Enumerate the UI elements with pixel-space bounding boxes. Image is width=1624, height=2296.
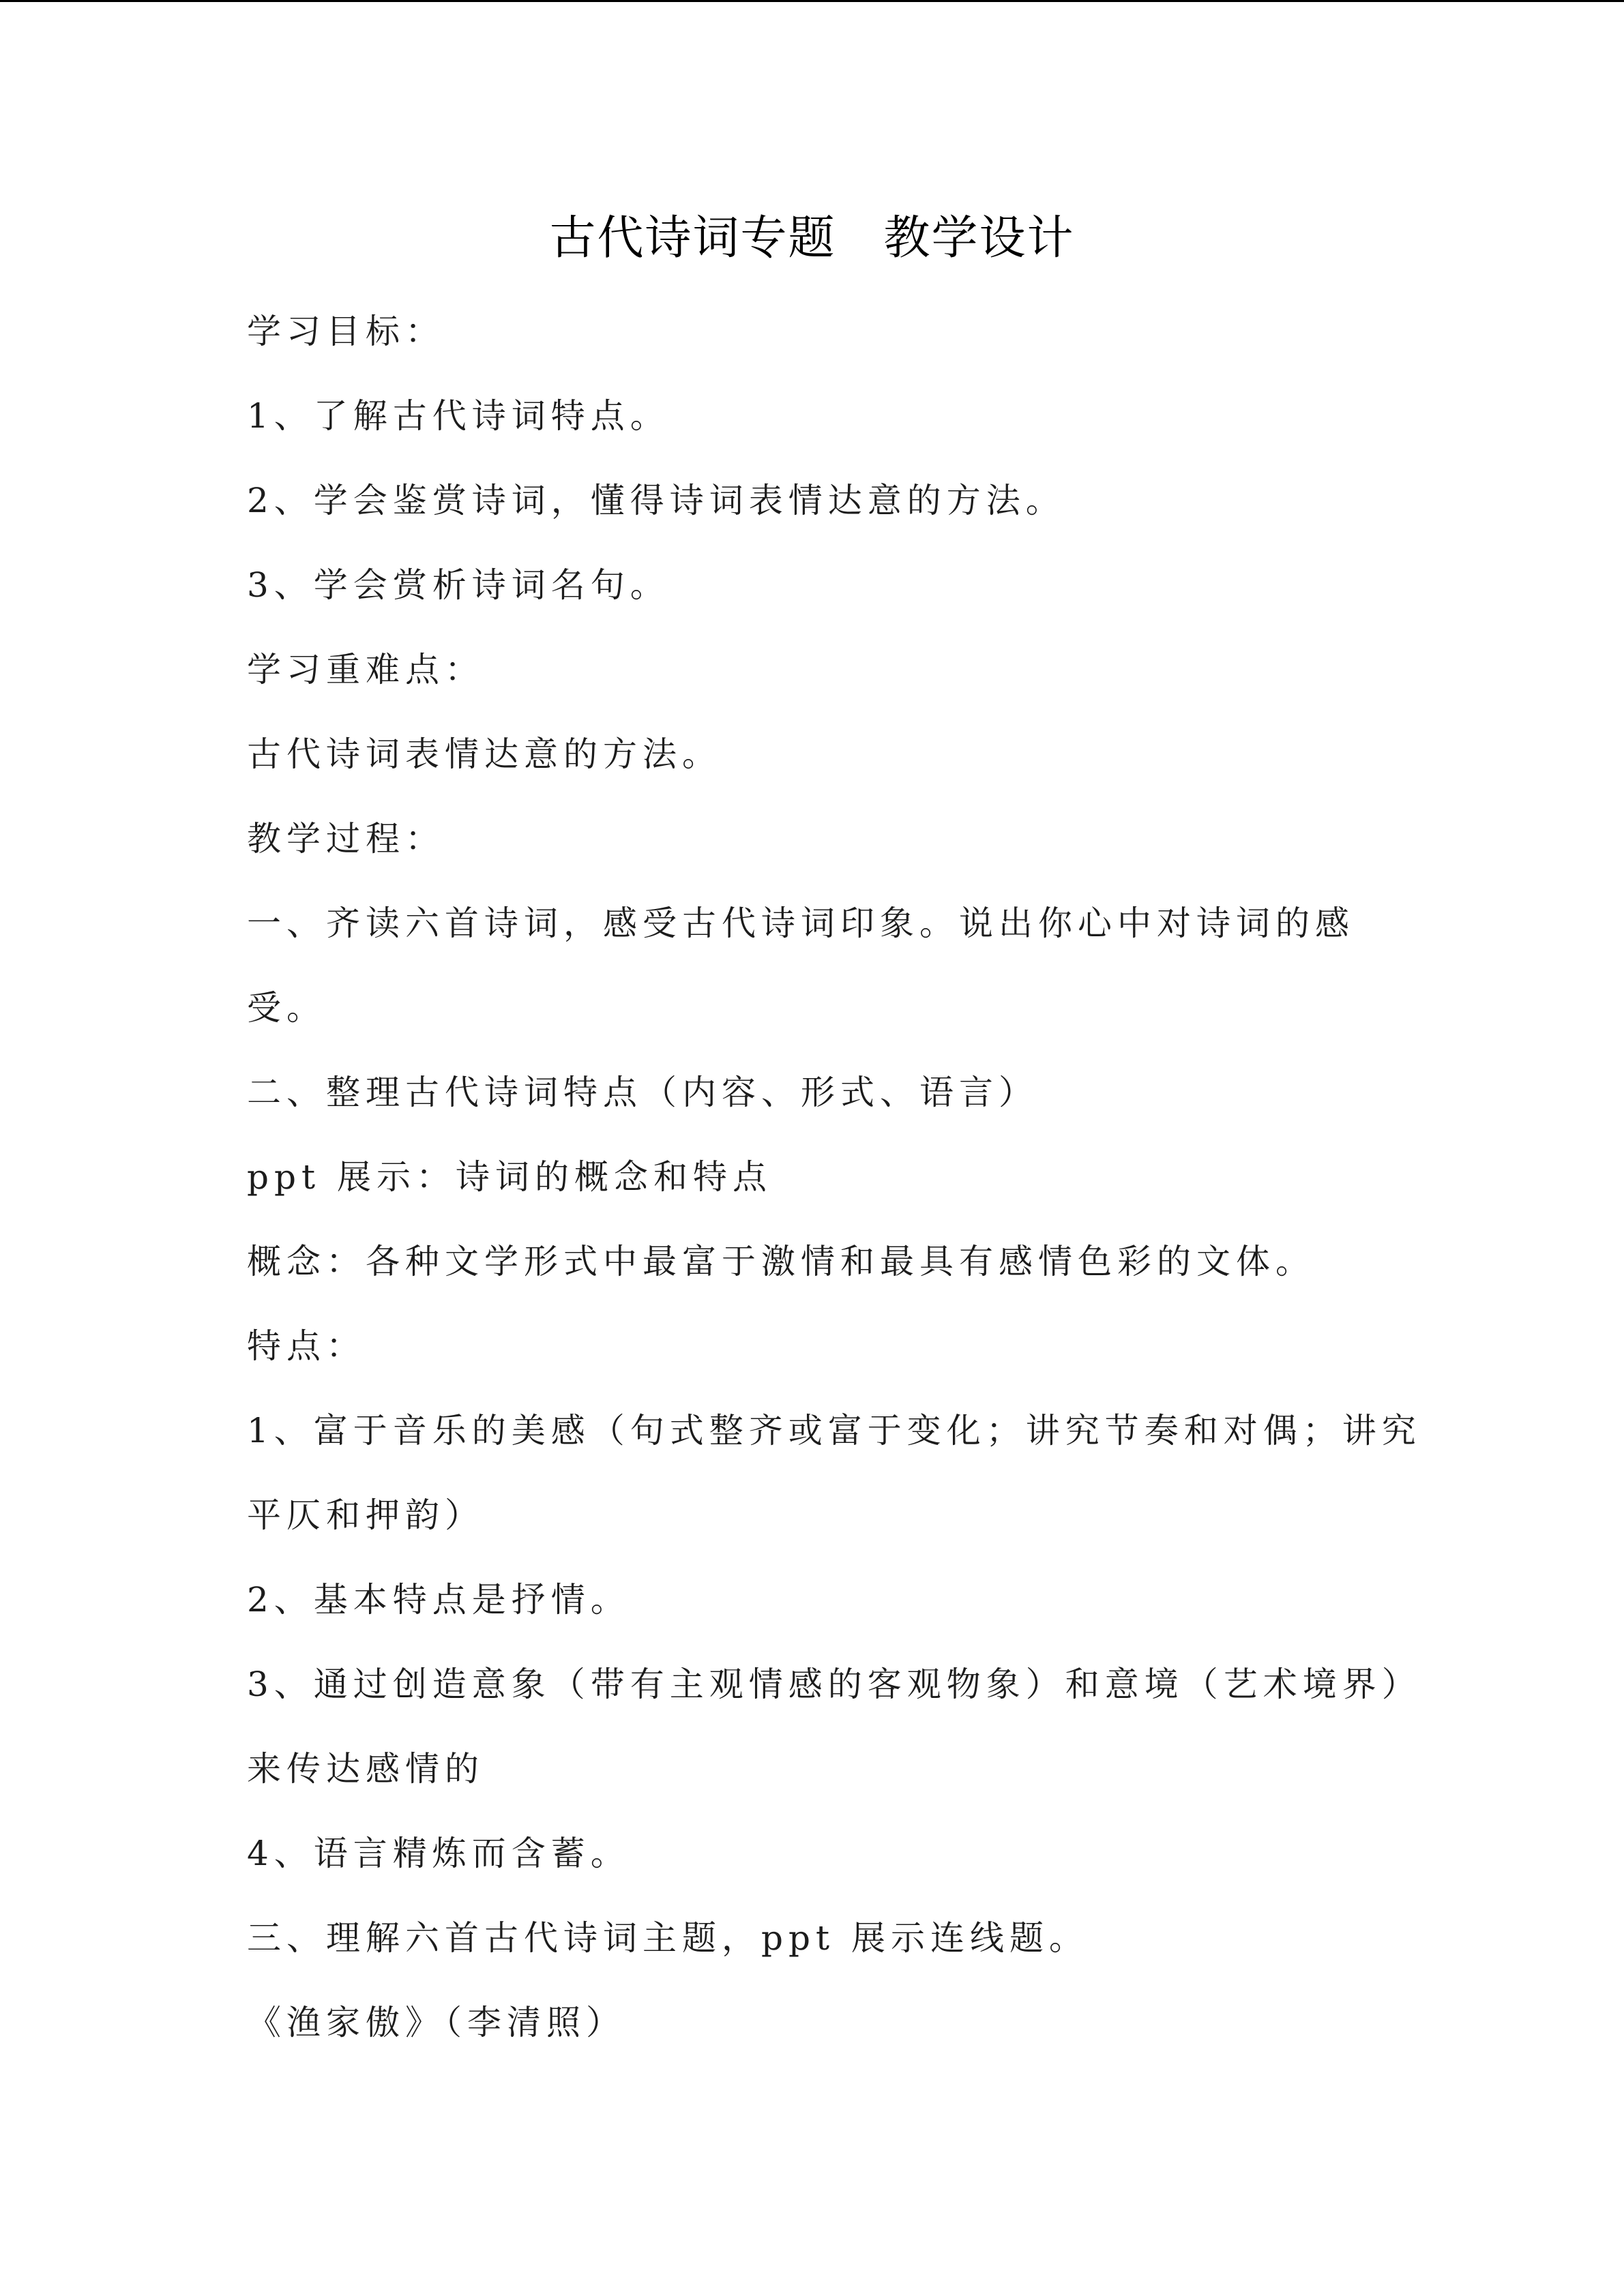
process-step-3: 三、理解六首古代诗词主题，ppt 展示连线题。 <box>247 1918 1089 1958</box>
objective-item-2: 2、学会鉴赏诗词，懂得诗词表情达意的方法。 <box>247 481 1065 520</box>
feature-item-3-continued: 来传达感情的 <box>247 1749 484 1789</box>
section-heading-objectives: 学习目标： <box>247 312 445 351</box>
document-title: 古代诗词专题 教学设计 <box>549 211 1075 265</box>
objective-item-1: 1、了解古代诗词特点。 <box>247 396 670 436</box>
process-step-2: 二、整理古代诗词特点（内容、形式、语言） <box>247 1073 1038 1112</box>
section-heading-process: 教学过程： <box>247 819 445 859</box>
feature-item-3: 3、通过创造意象（带有主观情感的客观物象）和意境（艺术境界） <box>247 1665 1421 1704</box>
objective-item-3: 3、学会赏析诗词名句。 <box>247 565 670 605</box>
feature-item-1-continued: 平仄和押韵） <box>247 1495 484 1535</box>
document-body <box>247 289 1420 2065</box>
process-step-1: 一、齐读六首诗词，感受古代诗词印象。说出你心中对诗词的感 <box>247 904 1355 943</box>
feature-item-4: 4、语言精炼而含蓄。 <box>247 1834 630 1873</box>
feature-item-2: 2、基本特点是抒情。 <box>247 1580 630 1620</box>
section-heading-key-points: 学习重难点： <box>247 650 484 689</box>
feature-item-1: 1、富于音乐的美感（句式整齐或富于变化；讲究节奏和对偶；讲究 <box>247 1411 1421 1450</box>
key-points-text: 古代诗词表情达意的方法。 <box>247 734 722 774</box>
poem-title-line: 《渔家傲》（李清照） <box>247 2003 625 2042</box>
process-step-1-continued: 受。 <box>247 988 326 1028</box>
ppt-display-line: ppt 展示：诗词的概念和特点 <box>247 1157 772 1197</box>
concept-line: 概念：各种文学形式中最富于激情和最具有感情色彩的文体。 <box>247 1242 1315 1281</box>
features-heading: 特点： <box>247 1326 366 1366</box>
